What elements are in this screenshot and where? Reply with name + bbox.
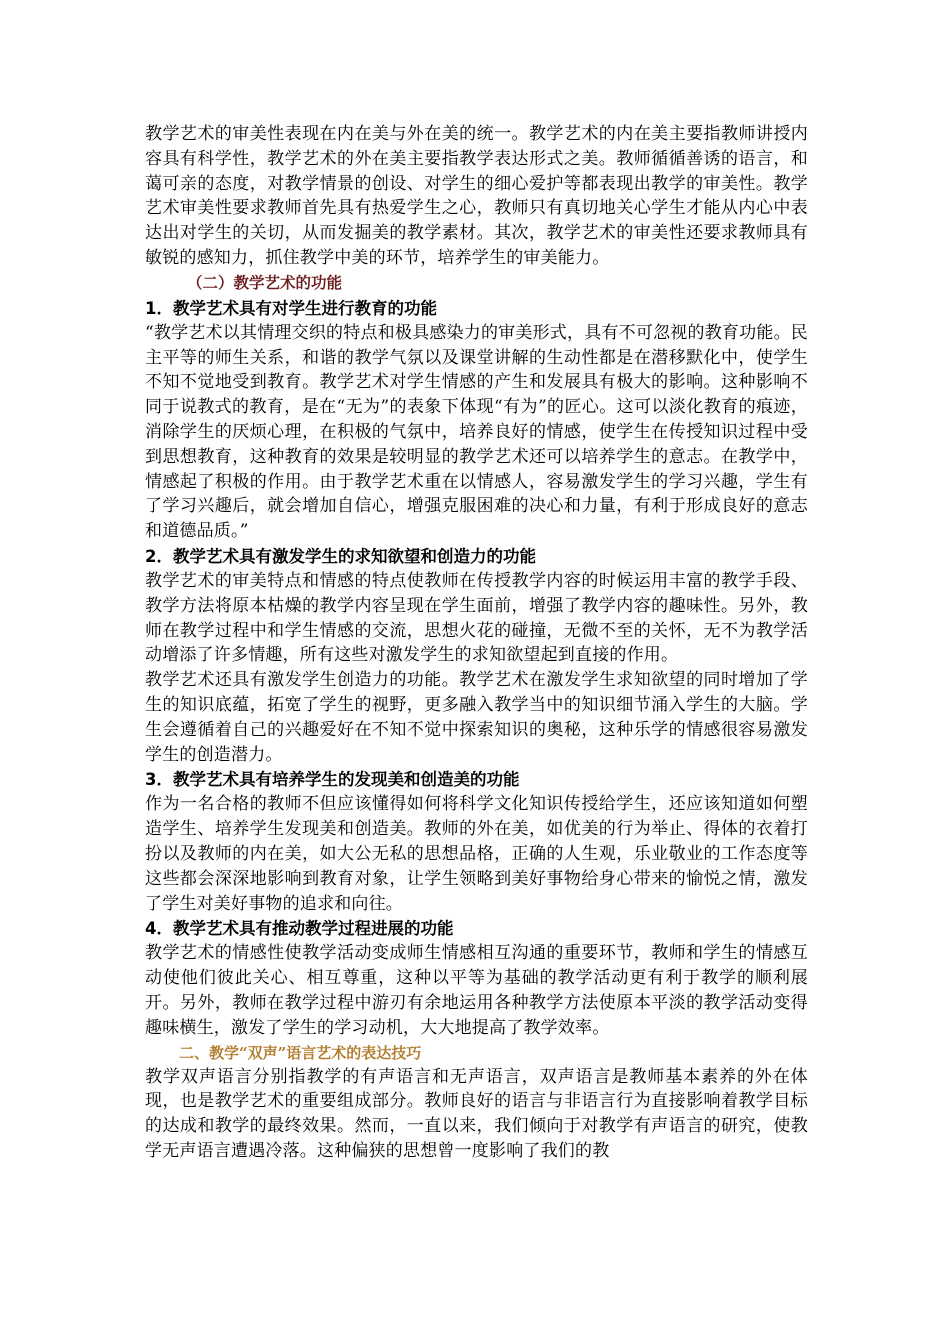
paragraph-aesthetic: 教学艺术的审美性表现在内在美与外在美的统一。教学艺术的内在美主要指教师讲授内容具有科学性，教学艺术的外在美主要指教学表达形式之美。教师循循善诱的语言，和蔼可亲的态度，对教学情景的创设、对学生的细心爱护等都表现出教学的审美性。教学艺术审美性要求教师首先具有热爱学生之心，教师只有真切地关心学生才能从内心中表达出对学生的关切，从而发掘美的教学素材。其次，教学艺术的审美性还要求教师具有敏锐的感知力，抓住教学中美的环节，培养学生的审美能力。 (145, 124, 808, 268)
item-title-curiosity: 2．教学艺术具有激发学生的求知欲望和创造力的功能 (145, 546, 536, 566)
paragraph-education: “教学艺术以其情理交织的特点和极具感染力的审美形式，具有不可忽视的教育功能。民主平等的师生关系，和谐的教学气氛以及课堂讲解的生动性都是在潜移默化中，使学生不知不觉地受到教育。教学艺术对学生情感的产生和发展具有极大的影响。这种影响不同于说教式的教育，是在“无为”的表象下体现“有为”的匠心。这可以淡化教育的痕迹，消除学生的厌烦心理，在积极的气氛中，培养良好的情感，使学生在传授知识过程中受到思想教育，这种教育的效果是较明显的教学艺术还可以培养学生的意志。在教学中，情感起了积极的作用。由于教学艺术重在以情感人，容易激发学生的学习兴趣，学生有了学习兴趣后，就会增加自信心，增强克服困难的决心和力量，有利于形成良好的意志和道德品质。” (145, 322, 808, 542)
section-title-functions: （二）教学艺术的功能 (187, 273, 343, 292)
item-title-progress: 4．教学艺术具有推动教学过程进展的功能 (145, 919, 454, 939)
paragraph-creativity: 教学艺术还具有激发学生创造力的功能。教学艺术在激发学生求知欲望的同时增加了学生的知识底蕴，拓宽了学生的视野，更多融入教学当中的知识细节涌入学生的大脑。学生会遵循着自己的兴趣爱好在不知不觉中探索知识的奥秘，这种乐学的情感很容易激发学生的创造潜力。 (145, 670, 808, 765)
paragraph-beauty: 作为一名合格的教师不但应该懂得如何将科学文化知识传授给学生，还应该知道如何塑造学生、培养学生发现美和创造美。教师的外在美，如优美的行为举止、得体的衣着打扮以及教师的内在美，如大公无私的思想品格，正确的人生观，乐业敬业的工作态度等这些都会深深地影响到教育对象，让学生领略到美好事物给身心带来的愉悦之情，激发了学生对美好事物的追求和向往。 (145, 794, 808, 914)
paragraph-curiosity: 教学艺术的审美特点和情感的特点使教师在传授教学内容的时候运用丰富的教学手段、教学方法将原本枯燥的教学内容呈现在学生面前，增强了教学内容的趣味性。另外，教师在教学过程中和学生情感的交流，思想火花的碰撞，无微不至的关怀，无不为教学活动增添了许多情趣，所有这些对激发学生的求知欲望起到直接的作用。 (145, 570, 808, 666)
item-title-education: 1．教学艺术具有对学生进行教育的功能 (145, 298, 437, 318)
paragraph-dual-voice: 教学双声语言分别指教学的有声语言和无声语言，双声语言是教师基本素养的外在体现，也是教学艺术的重要组成部分。教师良好的语言与非语言行为直接影响着教学目标的达成和教学的最终效果。然而，一直以来，我们倾向于对教学有声语言的研究，使教学无声语言遭遇冷落。这种偏狭的思想曾一度影响了我们的教 (145, 1066, 808, 1161)
chapter-title-dual-voice: 二、教学“双声”语言艺术的表达技巧 (179, 1043, 422, 1062)
paragraph-progress: 教学艺术的情感性使教学活动变成师生情感相互沟通的重要环节，教师和学生的情感互动使他们彼此关心、相互尊重，这种以平等为基础的教学活动更有利于教学的顺利展开。另外，教师在教学过程中游刃有余地运用各种教学方法使原本平淡的教学活动变得趣味横生，激发了学生的学习动机，大大地提高了教学效率。 (145, 943, 808, 1038)
item-title-beauty: 3．教学艺术具有培养学生的发现美和创造美的功能 (145, 770, 520, 790)
